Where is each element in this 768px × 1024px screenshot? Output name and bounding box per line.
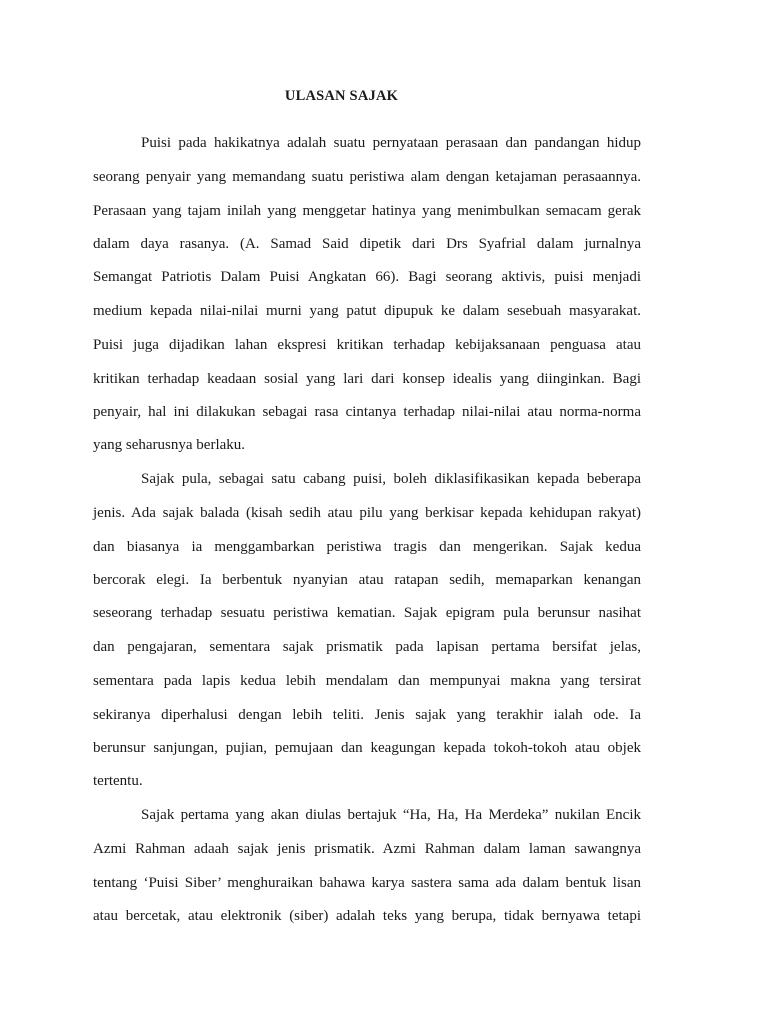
paragraph-line: yang seharusnya berlaku.: [93, 437, 246, 453]
paragraph-line: tentang ‘Puisi Siber’ menghuraikan bahawa karya sastera sama ada dalam bentuk lisan: [93, 875, 641, 891]
paragraph-line: Semangat Patriotis Dalam Puisi Angkatan 66). Bagi seorang aktivis, puisi menjadi: [93, 269, 641, 285]
paragraph-line: kritikan terhadap keadaan sosial yang lari dari konsep idealis yang diinginkan. Bagi: [93, 371, 641, 387]
paragraph-line: berunsur sanjungan, pujian, pemujaan dan keagungan kepada tokoh-tokoh atau objek: [93, 740, 641, 756]
paragraph-line: tertentu.: [93, 773, 143, 789]
paragraph-line: atau bercetak, atau elektronik (siber) adalah teks yang berupa, tidak bernyawa tetapi: [93, 908, 641, 924]
paragraph-line: dalam daya rasanya. (A. Samad Said dipetik dari Drs Syafrial dalam jurnalnya: [93, 236, 641, 252]
paragraph-line: sementara pada lapis kedua lebih mendalam dan mempunyai makna yang tersirat: [93, 673, 641, 689]
paragraph-line: Azmi Rahman adaah sajak jenis prismatik. Azmi Rahman dalam laman sawangnya: [93, 841, 641, 857]
paragraph-line: Sajak pula, sebagai satu cabang puisi, boleh diklasifikasikan kepada beberapa: [141, 471, 641, 487]
paragraph-line: dan biasanya ia menggambarkan peristiwa tragis dan mengerikan. Sajak kedua: [93, 539, 641, 555]
paragraph-line: Puisi juga dijadikan lahan ekspresi kritikan terhadap kebijaksanaan penguasa atau: [93, 337, 641, 353]
paragraph-line: bercorak elegi. Ia berbentuk nyanyian atau ratapan sedih, memaparkan kenangan: [93, 572, 641, 588]
paragraph-line: seorang penyair yang memandang suatu peristiwa alam dengan ketajaman perasaannya.: [93, 169, 641, 185]
paragraph-line: dan pengajaran, sementara sajak prismatik pada lapisan pertama bersifat jelas,: [93, 639, 641, 655]
paragraph-line: Perasaan yang tajam inilah yang menggetar hatinya yang menimbulkan semacam gerak: [93, 203, 641, 219]
paragraph-line: seseorang terhadap sesuatu peristiwa kematian. Sajak epigram pula berunsur nasihat: [93, 605, 641, 621]
paragraph-line: Puisi pada hakikatnya adalah suatu pernyataan perasaan dan pandangan hidup: [141, 135, 641, 151]
paragraph-line: jenis. Ada sajak balada (kisah sedih atau pilu yang berkisar kepada kehidupan rakyat): [93, 505, 641, 521]
paragraph-line: penyair, hal ini dilakukan sebagai rasa cintanya terhadap nilai-nilai atau norma-norma: [93, 404, 641, 420]
paragraph-line: sekiranya diperhalusi dengan lebih teliti. Jenis sajak yang terakhir ialah ode. Ia: [93, 707, 641, 723]
document-title: ULASAN SAJAK: [284, 88, 399, 104]
paragraph-line: medium kepada nilai-nilai murni yang patut dipupuk ke dalam sesebuah masyarakat.: [93, 303, 641, 319]
paragraph-line: Sajak pertama yang akan diulas bertajuk “Ha, Ha, Ha Merdeka” nukilan Encik: [141, 807, 641, 823]
